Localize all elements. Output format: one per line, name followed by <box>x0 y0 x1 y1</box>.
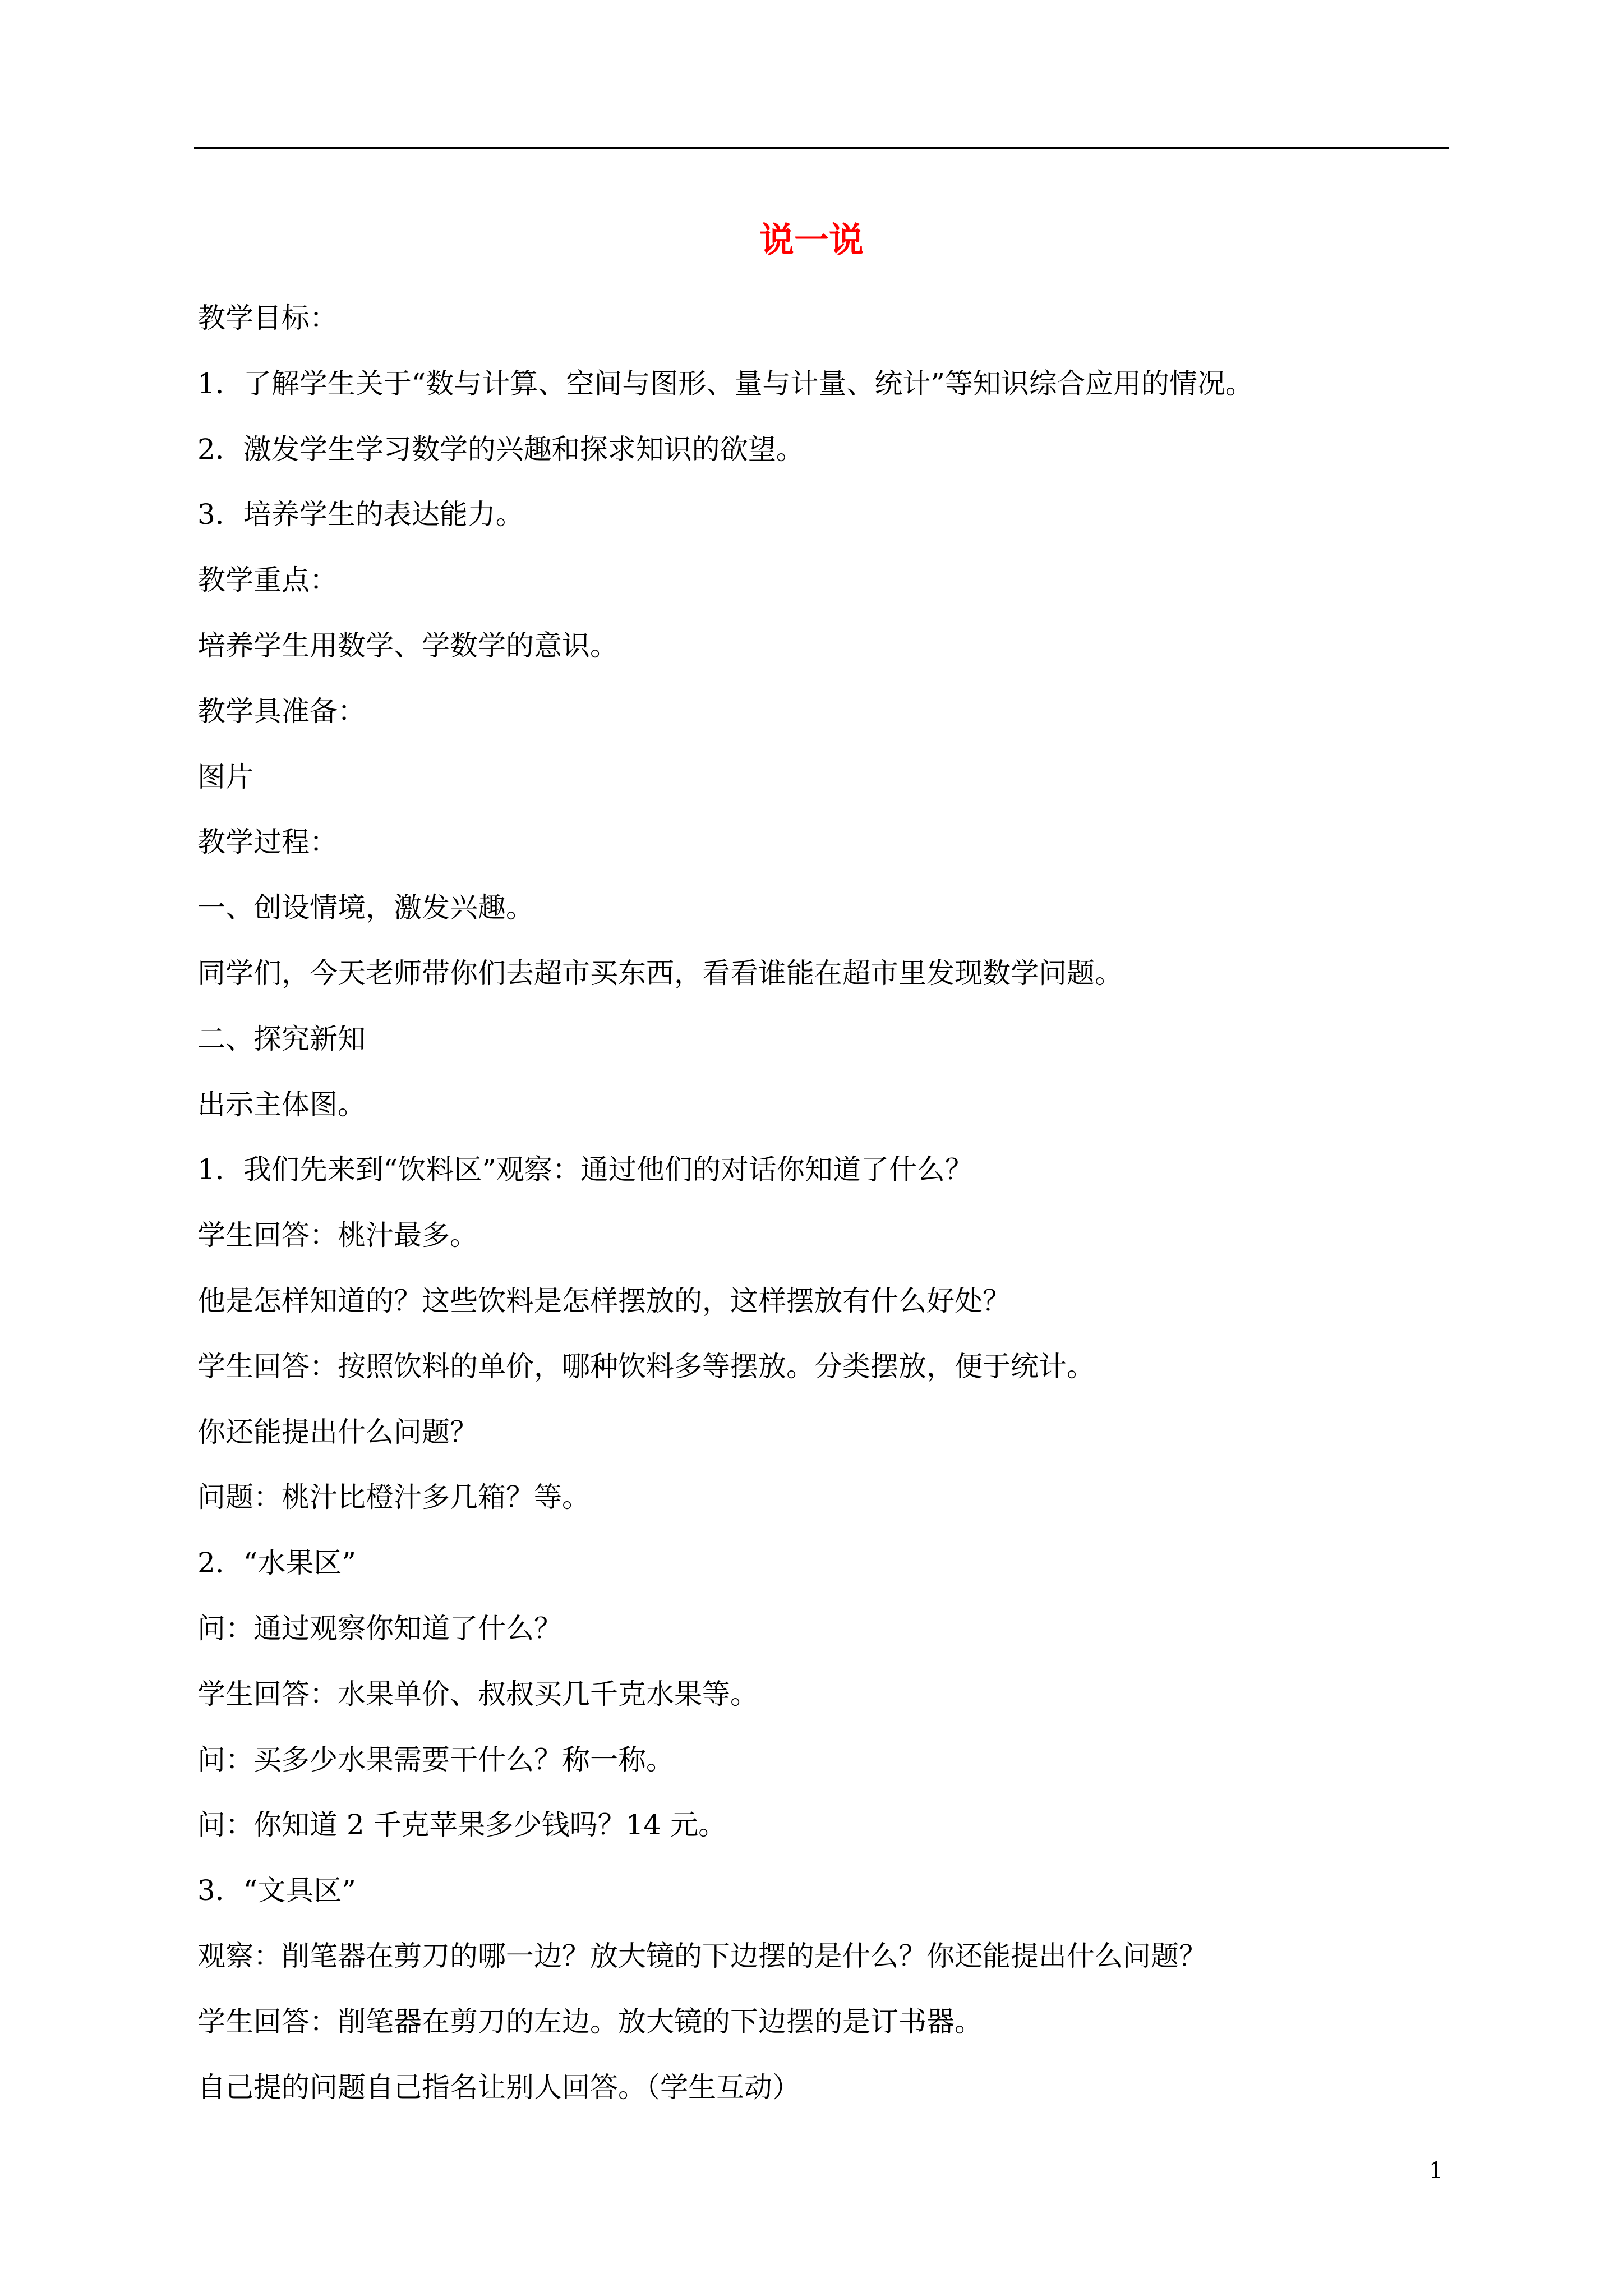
section-heading-materials: 教学具准备： <box>197 694 366 728</box>
objective-2: 2．激发学生学习数学的兴趣和探求知识的欲望。 <box>197 432 804 466</box>
paragraph: 出示主体图。 <box>197 1088 366 1121</box>
page-title: 说一说 <box>759 219 864 260</box>
section-heading-process: 教学过程： <box>197 826 338 859</box>
paragraph: 学生回答：水果单价、叔叔买几千克水果等。 <box>197 1677 758 1710</box>
section-heading-key-points: 教学重点： <box>197 564 338 597</box>
paragraph: 1．我们先来到“饮料区”观察：通过他们的对话你知道了什么？ <box>197 1153 973 1186</box>
materials-text: 图片 <box>197 760 253 793</box>
paragraph: 3．“文具区” <box>197 1874 356 1907</box>
paragraph: 学生回答：按照饮料的单价，哪种饮料多等摆放。分类摆放，便于统计。 <box>197 1350 1095 1383</box>
paragraph: 学生回答：削笔器在剪刀的左边。放大镜的下边摆的是订书器。 <box>197 2005 983 2038</box>
header-rule <box>194 147 1449 149</box>
paragraph: 他是怎样知道的？这些饮料是怎样摆放的，这样摆放有什么好处？ <box>197 1284 1011 1317</box>
objective-1: 1．了解学生关于“数与计算、空间与图形、量与计量、统计”等知识综合应用的情况。 <box>197 367 1253 400</box>
paragraph: 学生回答：桃汁最多。 <box>197 1219 478 1252</box>
objective-3: 3．培养学生的表达能力。 <box>197 498 524 531</box>
section-heading-objectives: 教学目标： <box>197 302 338 334</box>
paragraph: 观察：削笔器在剪刀的哪一边？放大镜的下边摆的是什么？你还能提出什么问题？ <box>197 1939 1207 1972</box>
process-step-2-heading: 二、探究新知 <box>197 1022 366 1055</box>
paragraph: 问：买多少水果需要干什么？称一称。 <box>197 1743 674 1776</box>
process-step-1-heading: 一、创设情境，激发兴趣。 <box>197 891 534 924</box>
paragraph: 问题：桃汁比橙汁多几箱？等。 <box>197 1481 590 1514</box>
key-point-text: 培养学生用数学、学数学的意识。 <box>197 629 618 662</box>
paragraph: 自己提的问题自己指名让别人回答。（学生互动） <box>197 2070 800 2104</box>
paragraph: 问：你知道 2 千克苹果多少钱吗？14 元。 <box>197 1809 727 1842</box>
paragraph: 同学们，今天老师带你们去超市买东西，看看谁能在超市里发现数学问题。 <box>197 956 1123 990</box>
paragraph: 问：通过观察你知道了什么？ <box>197 1612 562 1645</box>
paragraph: 2．“水果区” <box>197 1547 356 1580</box>
document-body <box>197 296 1448 2130</box>
page-number: 1 <box>1429 2158 1444 2184</box>
paragraph: 你还能提出什么问题？ <box>197 1415 478 1448</box>
